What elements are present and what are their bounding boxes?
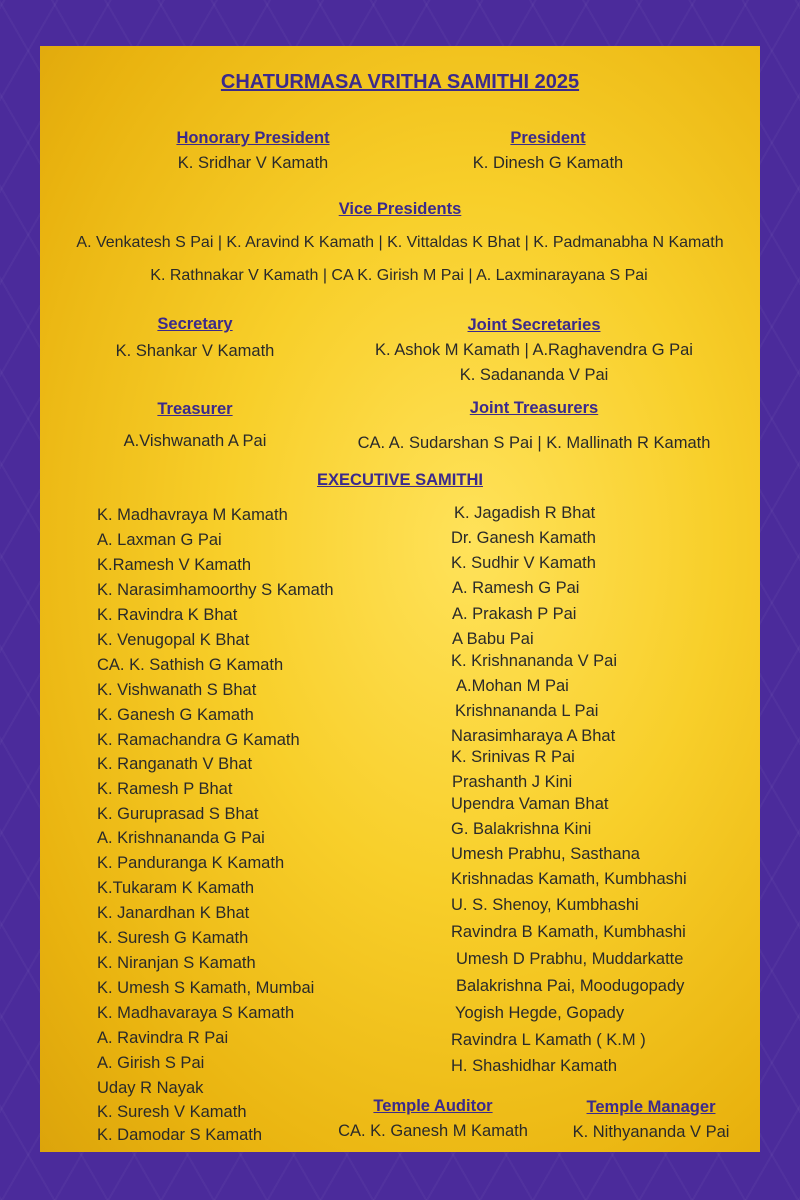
list-item: K. Guruprasad S Bhat (97, 805, 259, 823)
list-item: G. Balakrishna Kini (451, 820, 592, 838)
list-item: A.Mohan M Pai (456, 677, 569, 695)
joint-secretaries-line-2: K. Sadananda V Pai (459, 366, 609, 384)
list-item: Krishnananda L Pai (455, 702, 599, 720)
treasurer-name: A.Vishwanath A Pai (123, 432, 267, 450)
list-item: A. Ravindra R Pai (97, 1029, 229, 1047)
list-item: Yogish Hegde, Gopady (455, 1004, 625, 1022)
vice-presidents-line-2: K. Rathnakar V Kamath | CA K. Girish M Pai | A. Laxminarayana S Pai (150, 267, 648, 284)
list-item: U. S. Shenoy, Kumbhashi (451, 896, 639, 914)
joint-secretaries-line-1: K. Ashok M Kamath | A.Raghavendra G Pai (375, 341, 693, 359)
list-item: A Babu Pai (452, 630, 534, 648)
list-item: K. Venugopal K Bhat (97, 631, 250, 649)
joint-treasurers-names: CA. A. Sudarshan S Pai | K. Mallinath R Kamath (357, 434, 711, 452)
list-item: Balakrishna Pai, Moodugopady (456, 977, 685, 995)
list-item: K. Ramesh P Bhat (97, 780, 233, 798)
temple-auditor-heading: Temple Auditor (373, 1097, 493, 1115)
list-item: Prashanth J Kini (452, 773, 573, 791)
list-item: Umesh D Prabhu, Muddarkatte (456, 950, 684, 968)
vice-presidents-heading: Vice Presidents (338, 200, 462, 218)
list-item: Umesh Prabhu, Sasthana (451, 845, 640, 863)
list-item: Ravindra B Kamath, Kumbhashi (451, 923, 686, 941)
list-item: K. Jagadish R Bhat (454, 504, 596, 522)
secretary-heading: Secretary (157, 315, 233, 333)
list-item: K. Krishnananda V Pai (451, 652, 618, 670)
list-item: K. Ganesh G Kamath (97, 706, 254, 724)
list-item: K.Ramesh V Kamath (97, 556, 252, 574)
joint-secretaries-heading: Joint Secretaries (467, 316, 601, 334)
list-item: A. Girish S Pai (97, 1054, 205, 1072)
page-title: CHATURMASA VRITHA SAMITHI 2025 (220, 71, 580, 93)
list-item: H. Shashidhar Kamath (451, 1057, 618, 1075)
list-item: Narasimharaya A Bhat (451, 727, 616, 745)
temple-manager-heading: Temple Manager (586, 1098, 716, 1116)
temple-auditor-name: CA. K. Ganesh M Kamath (338, 1122, 528, 1140)
joint-treasurers-heading: Joint Treasurers (469, 399, 599, 417)
list-item: K.Tukaram K Kamath (97, 879, 255, 897)
list-item: K. Ramachandra G Kamath (97, 731, 300, 749)
honorary-president-name: K. Sridhar V Kamath (177, 154, 329, 172)
list-item: K. Panduranga K Kamath (97, 854, 285, 872)
list-item: K. Damodar S Kamath (97, 1126, 263, 1144)
list-item: CA. K. Sathish G Kamath (97, 656, 284, 674)
list-item: Krishnadas Kamath, Kumbhashi (451, 870, 687, 888)
treasurer-heading: Treasurer (157, 400, 233, 418)
list-item: K. Suresh V Kamath (97, 1103, 247, 1121)
list-item: K. Vishwanath S Bhat (97, 681, 257, 699)
executive-samithi-heading: EXECUTIVE SAMITHI (317, 471, 483, 489)
list-item: K. Janardhan K Bhat (97, 904, 250, 922)
president-heading: President (510, 129, 586, 147)
secretary-name: K. Shankar V Kamath (115, 342, 275, 360)
list-item: K. Suresh G Kamath (97, 929, 249, 947)
list-item: A. Prakash P Pai (452, 605, 577, 623)
list-item: K. Umesh S Kamath, Mumbai (97, 979, 315, 997)
list-item: Uday R Nayak (97, 1079, 204, 1097)
list-item: K. Madhavraya M Kamath (97, 506, 288, 524)
honorary-president-heading: Honorary President (176, 129, 330, 147)
list-item: K. Sudhir V Kamath (451, 554, 596, 572)
list-item: Ravindra L Kamath ( K.M ) (451, 1031, 646, 1049)
list-item: Upendra Vaman Bhat (451, 795, 609, 813)
vice-presidents-line-1: A. Venkatesh S Pai | K. Aravind K Kamath | K. Vittaldas K Bhat | K. Padmanabha N Kamath (76, 234, 724, 251)
list-item: K. Ravindra K Bhat (97, 606, 238, 624)
list-item: K. Niranjan S Kamath (97, 954, 256, 972)
list-item: A. Krishnananda G Pai (97, 829, 265, 847)
list-item: K. Srinivas R Pai (451, 748, 575, 766)
list-item: Dr. Ganesh Kamath (451, 529, 596, 547)
list-item: K. Madhavaraya S Kamath (97, 1004, 295, 1022)
temple-manager-name: K. Nithyananda V Pai (572, 1123, 730, 1141)
president-name: K. Dinesh G Kamath (472, 154, 624, 172)
list-item: K. Ranganath V Bhat (97, 755, 253, 773)
list-item: A. Laxman G Pai (97, 531, 222, 549)
list-item: K. Narasimhamoorthy S Kamath (97, 581, 334, 599)
list-item: A. Ramesh G Pai (452, 579, 580, 597)
